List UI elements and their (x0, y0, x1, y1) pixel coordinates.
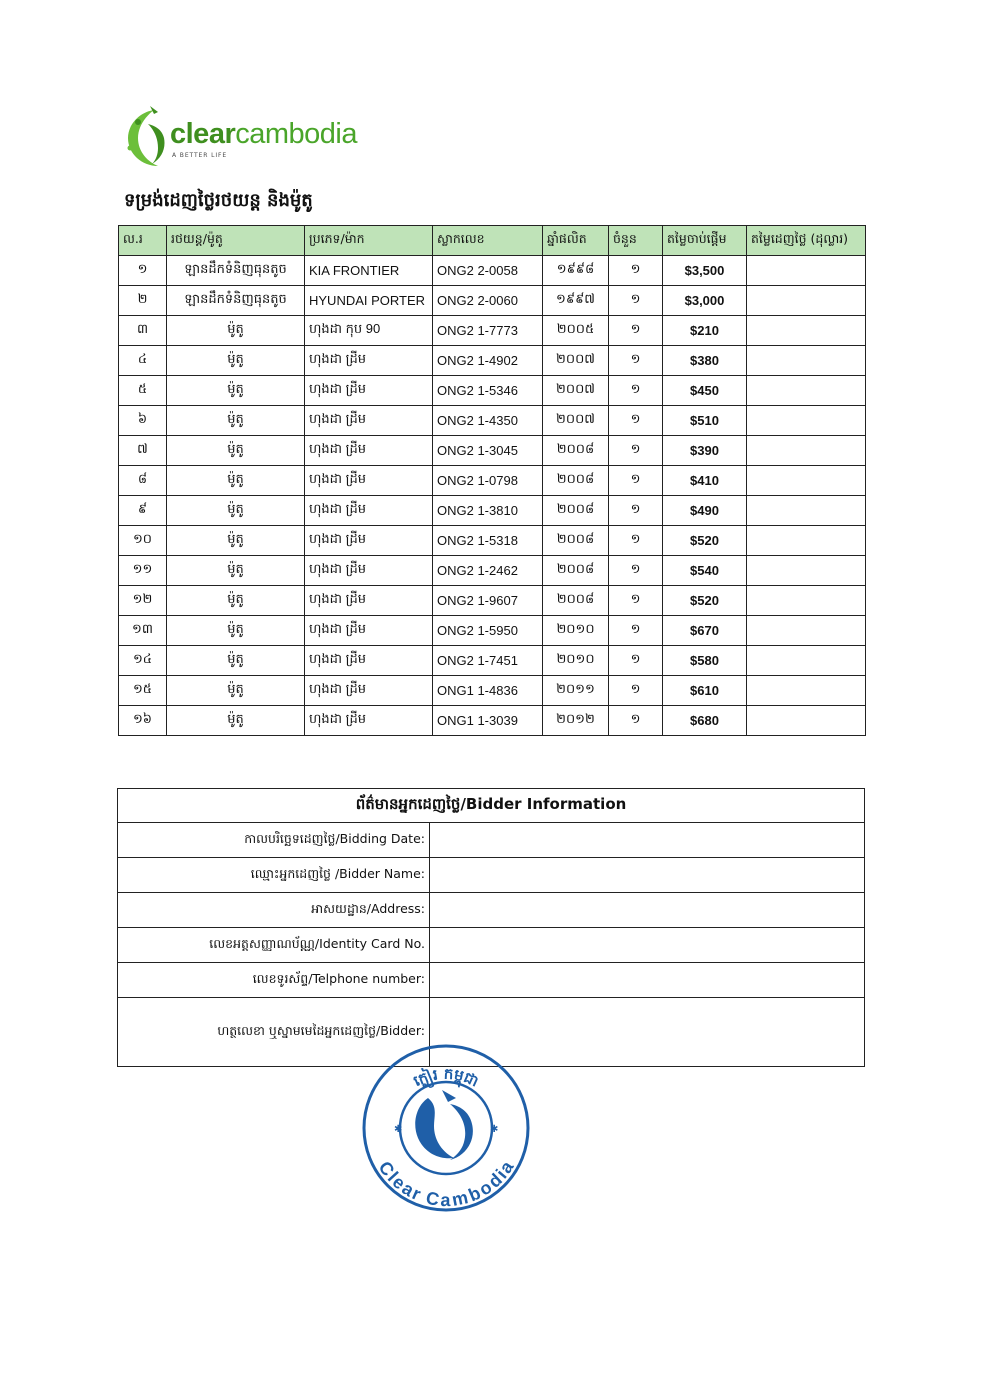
stamp-text-bottom: Clear Cambodia (374, 1157, 518, 1211)
cell-quantity: ១ (609, 706, 663, 736)
document-title: ទម្រង់ដេញថ្លៃរថយន្ត និងម៉ូតូ (124, 190, 313, 211)
cell-bid-price[interactable] (747, 316, 866, 346)
header-quantity: ចំនួន (609, 226, 663, 256)
table-row (119, 346, 866, 376)
cell-starting-price: $3,500 (663, 256, 747, 286)
bidder-field-value[interactable] (430, 963, 865, 998)
cell-year: ២០០៨ (543, 496, 609, 526)
cell-plate-number: ONG2 1-4350 (433, 406, 543, 436)
cell-starting-price: $520 (663, 526, 747, 556)
cell-starting-price: $210 (663, 316, 747, 346)
bidder-field-label: លេខអត្តសញ្ញាណប័ណ្ណ/Identity Card No. (118, 928, 430, 963)
cell-starting-price: $680 (663, 706, 747, 736)
cell-starting-price: $410 (663, 466, 747, 496)
cell-bid-price[interactable] (747, 286, 866, 316)
cell-no: ១៥ (119, 676, 167, 706)
cell-model-brand: ហុងដា ដ្រីម (305, 646, 433, 676)
cell-year: ២០០៨ (543, 466, 609, 496)
cell-plate-number: ONG2 1-3045 (433, 436, 543, 466)
cell-plate-number: ONG2 1-3810 (433, 496, 543, 526)
bidder-field-value[interactable] (430, 858, 865, 893)
bidder-info-title: ព័ត៌មានអ្នកដេញថ្លៃ/Bidder Information (118, 789, 865, 823)
cell-quantity: ១ (609, 616, 663, 646)
table-row (119, 706, 866, 736)
cell-vehicle-type: ម៉ូតូ (167, 436, 305, 466)
cell-plate-number: ONG2 1-2462 (433, 556, 543, 586)
cell-model-brand: ហុងដា ដ្រីម (305, 676, 433, 706)
bidder-information-table (117, 788, 865, 1067)
bidder-field-row (118, 963, 865, 998)
bidder-field-label: កាលបរិច្ឆេទដេញថ្លៃ/Bidding Date: (118, 823, 430, 858)
cell-plate-number: ONG2 1-5318 (433, 526, 543, 556)
logo-mark-icon (124, 104, 174, 178)
cell-year: ២០១០ (543, 616, 609, 646)
cell-plate-number: ONG1 1-3039 (433, 706, 543, 736)
cell-quantity: ១ (609, 346, 663, 376)
cell-quantity: ១ (609, 496, 663, 526)
cell-no: ៩ (119, 496, 167, 526)
cell-bid-price[interactable] (747, 256, 866, 286)
svg-text:✱: ✱ (394, 1124, 403, 1135)
cell-model-brand: ហុងដា ដ្រីម (305, 556, 433, 586)
cell-year: ២០០៧ (543, 376, 609, 406)
cell-no: ១ (119, 256, 167, 286)
cell-vehicle-type: ឡានដឹកទំនិញធុនតូច (167, 286, 305, 316)
cell-starting-price: $670 (663, 616, 747, 646)
cell-no: ១០ (119, 526, 167, 556)
cell-starting-price: $490 (663, 496, 747, 526)
cell-model-brand: ហុងដា ដ្រីម (305, 616, 433, 646)
cell-plate-number: ONG2 2-0058 (433, 256, 543, 286)
clear-cambodia-logo (124, 104, 374, 178)
cell-model-brand: ហុងដា ដ្រីម (305, 376, 433, 406)
cell-no: ១២ (119, 586, 167, 616)
cell-bid-price[interactable] (747, 346, 866, 376)
header-no: ល.រ (119, 226, 167, 256)
cell-plate-number: ONG2 1-5346 (433, 376, 543, 406)
cell-bid-price[interactable] (747, 676, 866, 706)
cell-starting-price: $540 (663, 556, 747, 586)
cell-bid-price[interactable] (747, 556, 866, 586)
cell-quantity: ១ (609, 556, 663, 586)
header-plate-number: ស្លាកលេខ (433, 226, 543, 256)
cell-model-brand: ហុងដា កុប 90 (305, 316, 433, 346)
table-row (119, 466, 866, 496)
header-starting-price: តម្លៃចាប់ផ្តើម (663, 226, 747, 256)
cell-vehicle-type: ម៉ូតូ (167, 646, 305, 676)
cell-vehicle-type: ម៉ូតូ (167, 706, 305, 736)
vehicle-auction-table (118, 225, 866, 736)
cell-year: ២០១០ (543, 646, 609, 676)
cell-year: ២០០៧ (543, 346, 609, 376)
cell-bid-price[interactable] (747, 616, 866, 646)
bidder-field-label: អាសយដ្ឋាន/Address: (118, 893, 430, 928)
cell-no: ៦ (119, 406, 167, 436)
table-body (119, 256, 866, 736)
logo-tagline: A BETTER LIFE (172, 152, 228, 159)
table-row (119, 436, 866, 466)
cell-bid-price[interactable] (747, 496, 866, 526)
cell-bid-price[interactable] (747, 706, 866, 736)
logo-word-clear: clear (170, 118, 236, 150)
bidder-body (118, 823, 865, 1067)
cell-quantity: ១ (609, 466, 663, 496)
cell-starting-price: $3,000 (663, 286, 747, 316)
cell-vehicle-type: ម៉ូតូ (167, 496, 305, 526)
cell-year: ២០០៨ (543, 436, 609, 466)
cell-no: ១៤ (119, 646, 167, 676)
cell-plate-number: ONG1 1-4836 (433, 676, 543, 706)
cell-quantity: ១ (609, 256, 663, 286)
cell-plate-number: ONG2 1-9607 (433, 586, 543, 616)
logo-wordmark (170, 118, 357, 151)
svg-text:ក្លៀរ កម្ពុជា (411, 1065, 482, 1093)
table-row (119, 616, 866, 646)
cell-year: ២០០៨ (543, 526, 609, 556)
cell-bid-price[interactable] (747, 376, 866, 406)
table-row (119, 286, 866, 316)
cell-year: ២០១១ (543, 676, 609, 706)
cell-no: ១១ (119, 556, 167, 586)
cell-plate-number: ONG2 1-7451 (433, 646, 543, 676)
cell-bid-price[interactable] (747, 406, 866, 436)
cell-bid-price[interactable] (747, 526, 866, 556)
table-row (119, 676, 866, 706)
cell-starting-price: $610 (663, 676, 747, 706)
bidder-field-row (118, 858, 865, 893)
cell-year: ២០០៥ (543, 316, 609, 346)
cell-quantity: ១ (609, 316, 663, 346)
cell-model-brand: ហុងដា ដ្រីម (305, 466, 433, 496)
cell-model-brand: ហុងដា ដ្រីម (305, 496, 433, 526)
cell-model-brand: ហុងដា ដ្រីម (305, 586, 433, 616)
company-stamp (358, 1040, 534, 1216)
cell-no: ៨ (119, 466, 167, 496)
cell-no: ៥ (119, 376, 167, 406)
bidder-field-row (118, 893, 865, 928)
header-year: ឆ្នាំផលិត (543, 226, 609, 256)
cell-plate-number: ONG2 1-5950 (433, 616, 543, 646)
cell-model-brand: ហុងដា ដ្រីម (305, 346, 433, 376)
cell-model-brand: ហុងដា ដ្រីម (305, 406, 433, 436)
cell-vehicle-type: ម៉ូតូ (167, 616, 305, 646)
cell-bid-price[interactable] (747, 586, 866, 616)
cell-vehicle-type: ម៉ូតូ (167, 346, 305, 376)
cell-bid-price[interactable] (747, 646, 866, 676)
cell-starting-price: $450 (663, 376, 747, 406)
cell-quantity: ១ (609, 586, 663, 616)
cell-model-brand: ហុងដា ដ្រីម (305, 436, 433, 466)
bidder-header-row (118, 789, 865, 823)
table-row (119, 406, 866, 436)
table-row (119, 556, 866, 586)
cell-vehicle-type: ឡានដឹកទំនិញធុនតូច (167, 256, 305, 286)
cell-quantity: ១ (609, 436, 663, 466)
cell-starting-price: $390 (663, 436, 747, 466)
cell-vehicle-type: ម៉ូតូ (167, 676, 305, 706)
cell-starting-price: $510 (663, 406, 747, 436)
cell-no: ៣ (119, 316, 167, 346)
bidder-field-row (118, 928, 865, 963)
cell-starting-price: $520 (663, 586, 747, 616)
cell-no: ៧ (119, 436, 167, 466)
bidder-field-label: ហត្ថលេខា ឬស្នាមមេដៃអ្នកដេញថ្លៃ/Bidder: (118, 998, 430, 1067)
cell-starting-price: $380 (663, 346, 747, 376)
cell-plate-number: ONG2 1-4902 (433, 346, 543, 376)
cell-model-brand: ហុងដា ដ្រីម (305, 526, 433, 556)
cell-quantity: ១ (609, 406, 663, 436)
cell-plate-number: ONG2 2-0060 (433, 286, 543, 316)
cell-year: ១៩៩៨ (543, 256, 609, 286)
table-row (119, 376, 866, 406)
cell-year: ២០១២ (543, 706, 609, 736)
bidder-field-label: ឈ្មោះអ្នកដេញថ្លៃ /Bidder Name: (118, 858, 430, 893)
cell-quantity: ១ (609, 676, 663, 706)
table-row (119, 256, 866, 286)
cell-bid-price[interactable] (747, 436, 866, 466)
cell-model-brand: HYUNDAI PORTER (305, 286, 433, 316)
svg-text:✱: ✱ (490, 1124, 499, 1135)
cell-year: ២០០៧ (543, 406, 609, 436)
cell-no: ១៣ (119, 616, 167, 646)
cell-bid-price[interactable] (747, 466, 866, 496)
bidder-field-row (118, 823, 865, 858)
header-bid-price: តម្លៃដេញថ្លៃ (ដុល្លារ) (747, 226, 866, 256)
cell-plate-number: ONG2 1-0798 (433, 466, 543, 496)
cell-vehicle-type: ម៉ូតូ (167, 556, 305, 586)
cell-vehicle-type: ម៉ូតូ (167, 316, 305, 346)
cell-quantity: ១ (609, 526, 663, 556)
cell-year: ២០០៨ (543, 556, 609, 586)
stamp-text-top: ក្លៀរ កម្ពុជា (410, 1064, 482, 1091)
cell-vehicle-type: ម៉ូតូ (167, 376, 305, 406)
cell-year: ២០០៨ (543, 586, 609, 616)
header-model-brand: ប្រភេទ/ម៉ាក (305, 226, 433, 256)
cell-no: ២ (119, 286, 167, 316)
cell-model-brand: ហុងដា ដ្រីម (305, 706, 433, 736)
bidder-field-label: លេខទូរស័ព្ទ/Telphone number: (118, 963, 430, 998)
table-header-row (119, 226, 866, 256)
cell-plate-number: ONG2 1-7773 (433, 316, 543, 346)
table-row (119, 586, 866, 616)
cell-quantity: ១ (609, 646, 663, 676)
cell-no: ១៦ (119, 706, 167, 736)
cell-vehicle-type: ម៉ូតូ (167, 406, 305, 436)
bidder-field-value[interactable] (430, 823, 865, 858)
table-row (119, 496, 866, 526)
cell-quantity: ១ (609, 376, 663, 406)
clear-cambodia-seal-icon (358, 1040, 534, 1216)
bidder-field-value[interactable] (430, 893, 865, 928)
svg-text:Clear Cambodia (375, 1157, 518, 1210)
logo-word-cambodia: cambodia (235, 118, 357, 150)
cell-no: ៤ (119, 346, 167, 376)
cell-model-brand: KIA FRONTIER (305, 256, 433, 286)
cell-quantity: ១ (609, 286, 663, 316)
header-vehicle-type: រថយន្ត/ម៉ូតូ (167, 226, 305, 256)
cell-year: ១៩៩៧ (543, 286, 609, 316)
table-row (119, 316, 866, 346)
cell-vehicle-type: ម៉ូតូ (167, 466, 305, 496)
table-row (119, 646, 866, 676)
cell-starting-price: $580 (663, 646, 747, 676)
cell-vehicle-type: ម៉ូតូ (167, 586, 305, 616)
bidder-field-value[interactable] (430, 928, 865, 963)
table-row (119, 526, 866, 556)
cell-vehicle-type: ម៉ូតូ (167, 526, 305, 556)
